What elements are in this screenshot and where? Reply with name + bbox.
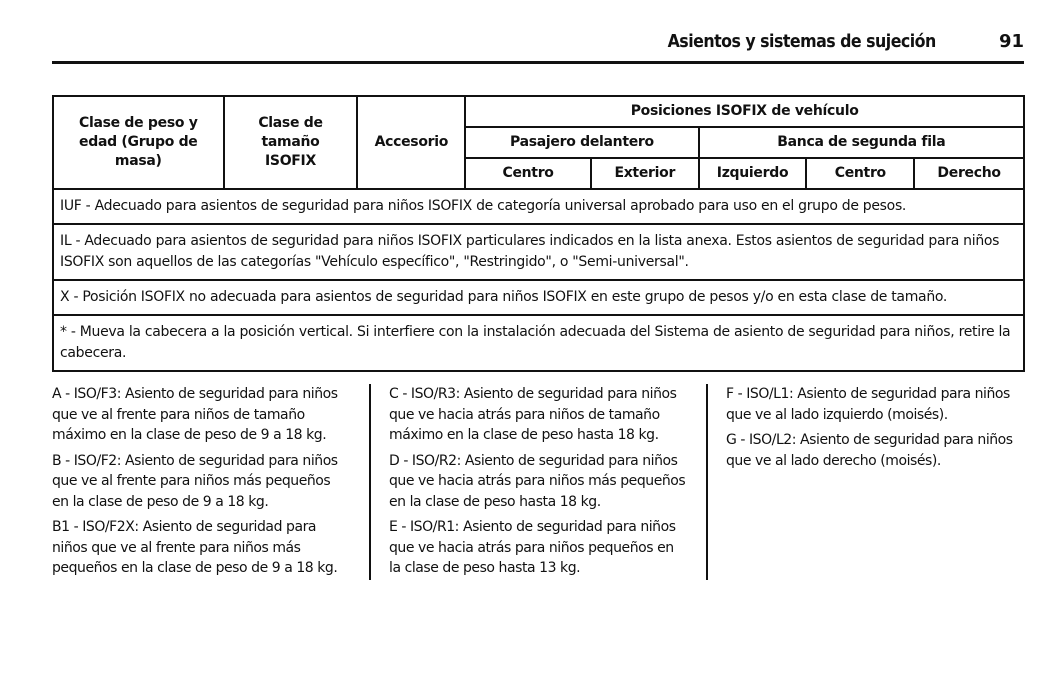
note-il: IL - Adecuado para asientos de seguridad para niños ISOFIX particulares indicados en la lista anexa. Estos asientos de seguridad para niños ISOFIX son aquellos de las categorías "Vehículo específico", "Restringido", o "Semi-universal". [53,224,1024,280]
column-divider [706,384,708,580]
table-row [53,189,1024,224]
isofix-positions-table [52,95,1025,372]
legend-item-e: E - ISO/R1: Asiento de seguridad para niños que ve hacia atrás para niños pequeños en la clase de peso hasta 13 kg. [389,519,676,576]
legend-item-g: G - ISO/L2: Asiento de seguridad para niños que ve al lado derecho (moisés). [726,432,1013,469]
header-accessory: Accesorio [357,96,465,189]
header-isofix-positions: Posiciones ISOFIX de vehículo [465,96,1024,127]
header-front-passenger: Pasajero delantero [465,127,698,158]
header-second-row: Banca de segunda fila [699,127,1024,158]
header-rear-right: Derecho [914,158,1024,189]
legend-item-b1: B1 - ISO/F2X: Asiento de seguridad para niños que ve al frente para niños más pequeños en la clase de peso de 9 a 18 kg. [52,519,338,576]
legend-item-c: C - ISO/R3: Asiento de seguridad para niños que ve hacia atrás para niños de tamaño máximo en la clase de peso hasta 18 kg. [389,386,677,443]
legend-column-1 [52,384,350,584]
legend-column-2 [389,384,687,584]
legend-item-f: F - ISO/L1: Asiento de seguridad para niños que ve al lado izquierdo (moisés). [726,386,1010,423]
table-row [53,280,1024,315]
legend-item-a: A - ISO/F3: Asiento de seguridad para niños que ve al frente para niños de tamaño máximo en la clase de peso de 9 a 18 kg. [52,386,338,443]
table-row [53,224,1024,280]
legend [52,384,1026,580]
legend-column-3 [726,384,1024,476]
note-iuf: IUF - Adecuado para asientos de seguridad para niños ISOFIX de categoría universal aprobado para uso en el grupo de pesos. [53,189,1024,224]
table-row [53,315,1024,371]
header-weight-class: Clase de peso y edad (Grupo de masa) [53,96,224,189]
header-divider [52,61,1024,64]
note-x: X - Posición ISOFIX no adecuada para asientos de seguridad para niños ISOFIX en este grupo de pesos y/o en esta clase de tamaño. [53,280,1024,315]
page-number: 91 [998,31,1024,52]
header-rear-left: Izquierdo [699,158,807,189]
column-divider [369,384,371,580]
page-title: Asientos y sistemas de sujeción [667,31,936,52]
note-asterisk: * - Mueva la cabecera a la posición vertical. Si interfiere con la instalación adecuada del Sistema de asiento de seguridad para niños, retire la cabecera. [53,315,1024,371]
header-rear-center: Centro [806,158,914,189]
legend-item-d: D - ISO/R2: Asiento de seguridad para niños que ve hacia atrás para niños más pequeños en la clase de peso hasta 18 kg. [389,452,686,510]
legend-item-b: B - ISO/F2: Asiento de seguridad para niños que ve al frente para niños más pequeños en la clase de peso de 9 a 18 kg. [52,452,338,510]
header-front-outer: Exterior [591,158,699,189]
header-size-class: Clase de tamaño ISOFIX [224,96,358,189]
header-front-center: Centro [465,158,591,189]
table-header-row [53,96,1024,127]
